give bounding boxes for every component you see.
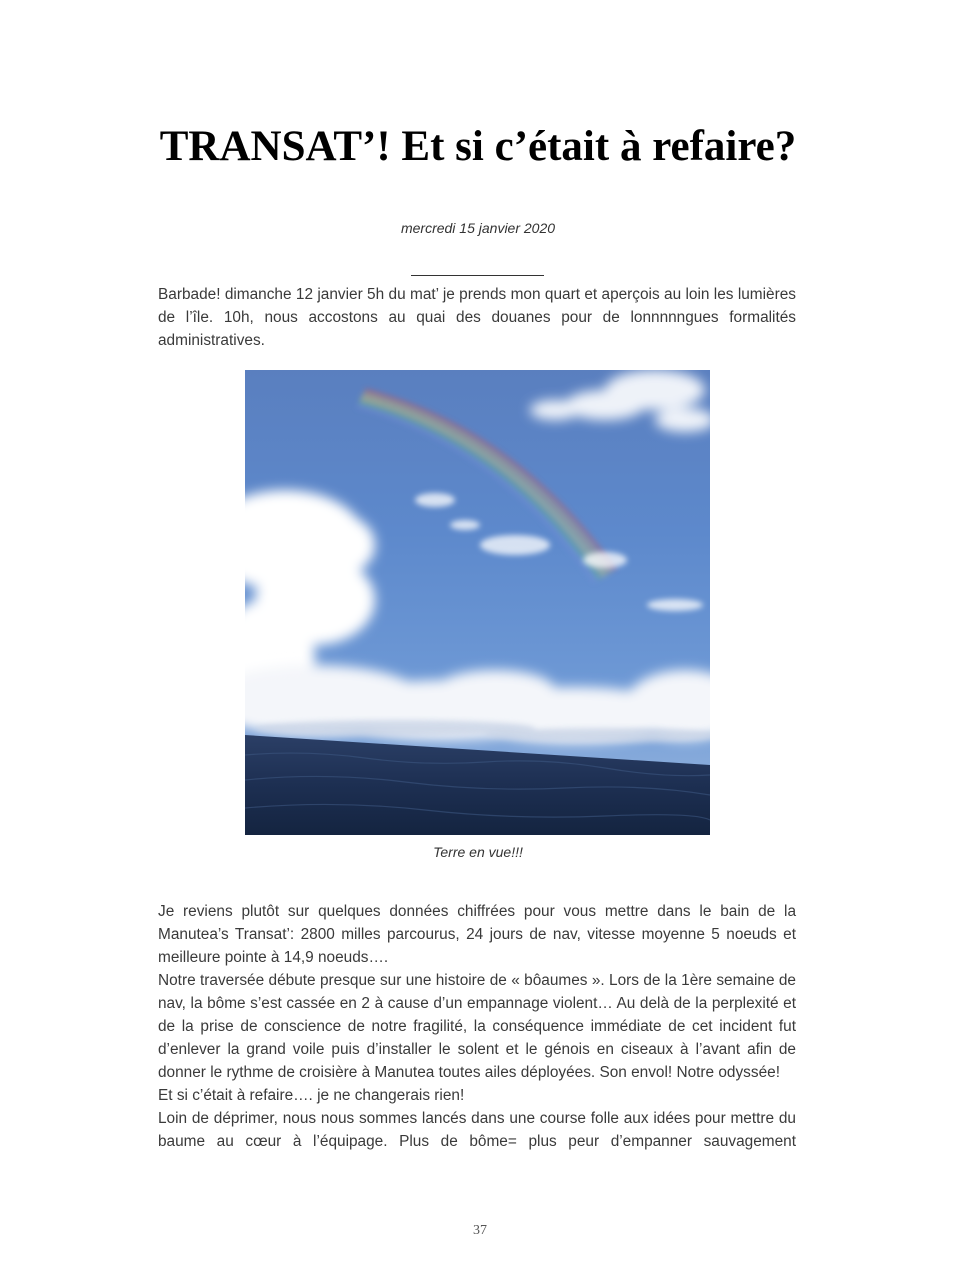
page-number: 37 [473, 1223, 487, 1238]
body-paragraph-boom: Notre traversée débute presque sur une histoire de « bôaumes ». Lors de la 1ère semaine de nav, la bôme s’est cassée en 2 à cause d’un empannage violent… Au delà de la perplexité et de la prise de conscience de notre fragilité, la conséquence immédiate de cet incident fut d’enlever la grand voile puis d’installer le solent et le génois en ciseaux à l’avant afin de donner le rythme de croisière à Manutea toutes ailes déployées. Son envol! Notre odyssée! [158, 972, 796, 1081]
body-text [158, 900, 796, 1153]
title-separator [411, 275, 544, 276]
intro-paragraph: Barbade! dimanche 12 janvier 5h du mat’ je prends mon quart et aperçois au loin les lumières de l’île. 10h, nous accostons au quai des douanes pour de lonnnnngues formalités administratives. [158, 286, 796, 349]
article-date: mercredi 15 janvier 2020 [400, 220, 556, 236]
photo-caption: Terre en vue!!! [433, 844, 523, 860]
body-paragraph-crew: Loin de déprimer, nous nous sommes lancés dans une course folle aux idées pour mettre du baume au cœur à l’équipage. Plus de bôme= plus peur d’empanner sauvagement [158, 1110, 796, 1150]
body-paragraph-stats: Je reviens plutôt sur quelques données chiffrées pour vous mettre dans le bain de la Manutea’s Transat’: 2800 milles parcourus, 24 jours de nav, vitesse moyenne 5 noeuds et meilleure pointe à 14,9 noeuds…. [158, 903, 796, 966]
rainbow-ocean-photo [245, 370, 710, 835]
body-paragraph-redo: Et si c’était à refaire…. je ne changerais rien! [158, 1087, 465, 1104]
article-title: TRANSAT’! Et si c’était à refaire? [159, 123, 797, 170]
